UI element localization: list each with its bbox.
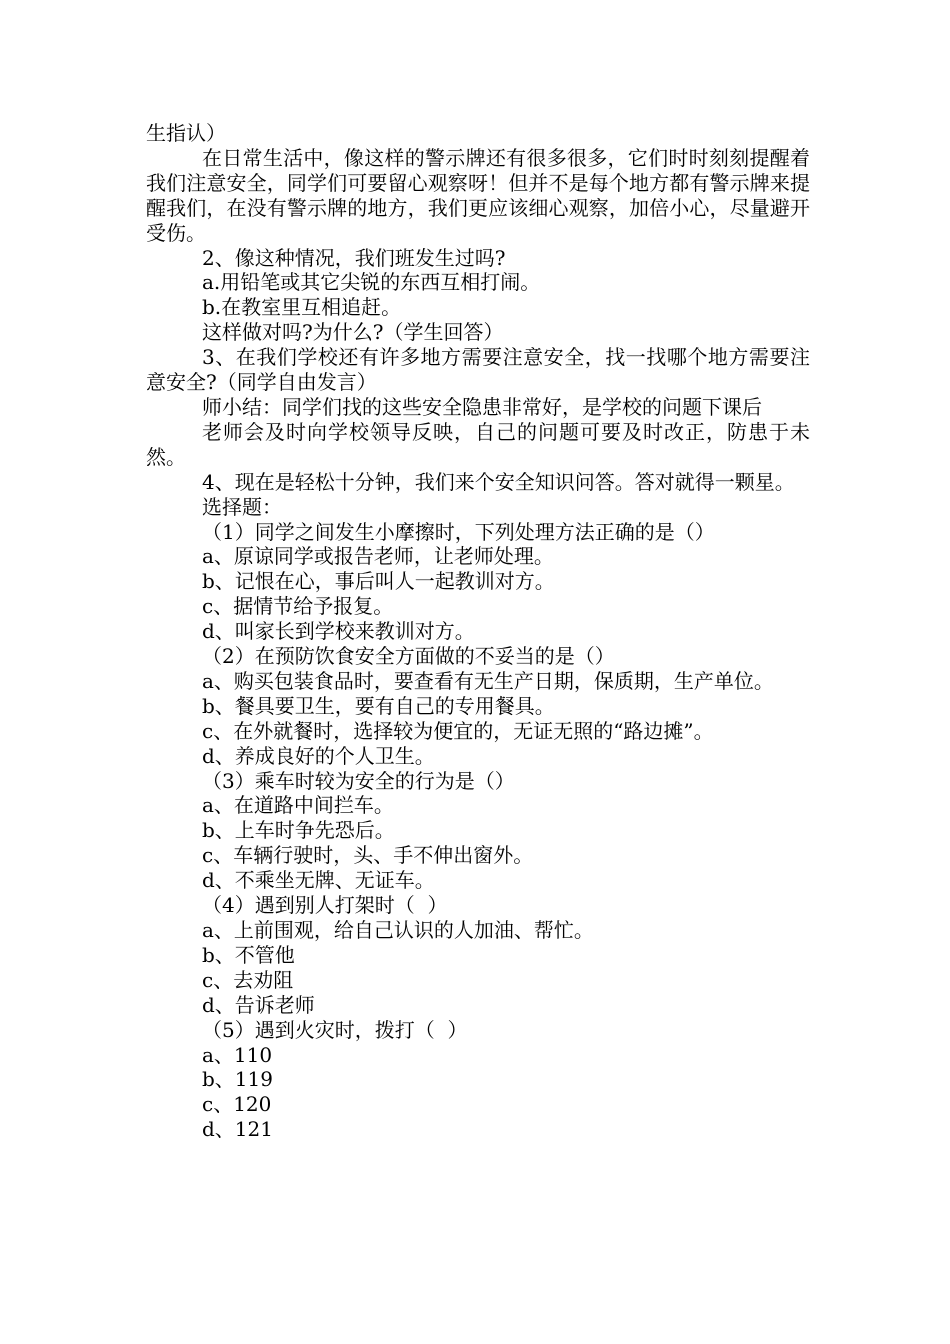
option-line: c、车辆行驶时，头、手不伸出窗外。 bbox=[202, 843, 534, 868]
option-line: c、120 bbox=[202, 1092, 272, 1117]
option-line: a、上前围观，给自己认识的人加油、帮忙。 bbox=[202, 918, 594, 942]
paragraph-line: 师小结：同学们找的这些安全隐患非常好，是学校的问题下课后 bbox=[202, 394, 762, 419]
question-line: （2）在预防饮食安全方面做的不妥当的是（） bbox=[202, 644, 615, 669]
option-line: b、记恨在心，事后叫人一起教训对方。 bbox=[202, 569, 555, 594]
paragraph-line: 选择题： bbox=[202, 494, 282, 519]
option-line: b、上车时争先恐后。 bbox=[202, 818, 395, 843]
option-line: a、原谅同学或报告老师，让老师处理。 bbox=[202, 544, 554, 569]
option-line: d、不乘坐无牌、无证车。 bbox=[202, 868, 435, 893]
paragraph-line: 生指认） bbox=[146, 121, 226, 145]
paragraph-line: 老师会及时向学校领导反映，自己的问题可要及时改正，防患于未然。 bbox=[146, 419, 810, 469]
document-body bbox=[146, 121, 810, 1142]
option-line: d、叫家长到学校来教训对方。 bbox=[202, 619, 475, 644]
question-line: （4）遇到别人打架时（ ） bbox=[202, 893, 448, 918]
option-line: d、121 bbox=[202, 1117, 273, 1142]
question-line: （3）乘车时较为安全的行为是（） bbox=[202, 768, 515, 793]
option-line: c、据情节给予报复。 bbox=[202, 594, 394, 619]
paragraph-line: 4、现在是轻松十分钟，我们来个安全知识问答。答对就得一颗星。 bbox=[202, 469, 795, 494]
paragraph-line: 3、在我们学校还有许多地方需要注意安全，找一找哪个地方需要注意安全?（同学自由发言） bbox=[146, 345, 810, 395]
option-line: c、在外就餐时，选择较为便宜的，无证无照的“路边摊”。 bbox=[202, 718, 714, 743]
question-line: （5）遇到火灾时，拨打（ ） bbox=[202, 1017, 468, 1042]
option-line: a、110 bbox=[202, 1042, 273, 1067]
option-line: a、购买包装食品时，要查看有无生产日期，保质期，生产单位。 bbox=[202, 668, 774, 693]
question-line: （1）同学之间发生小摩擦时，下列处理方法正确的是（） bbox=[202, 519, 715, 544]
option-line: d、告诉老师 bbox=[202, 992, 315, 1017]
option-line: b、不管他 bbox=[202, 942, 295, 967]
option-line: d、养成良好的个人卫生。 bbox=[202, 743, 435, 768]
paragraph-line: a.用铅笔或其它尖锐的东西互相打闹。 bbox=[202, 270, 541, 295]
paragraph-line: 这样做对吗?为什么?（学生回答） bbox=[202, 320, 504, 345]
paragraph-line: b.在教室里互相追赶。 bbox=[202, 295, 402, 320]
option-line: b、餐具要卫生，要有自己的专用餐具。 bbox=[202, 693, 555, 718]
option-line: b、119 bbox=[202, 1067, 273, 1092]
option-line: c、去劝阻 bbox=[202, 967, 294, 992]
option-line: a、在道路中间拦车。 bbox=[202, 793, 394, 818]
paragraph-line: 2、像这种情况，我们班发生过吗? bbox=[202, 245, 506, 270]
paragraph-line: 在日常生活中，像这样的警示牌还有很多很多，它们时时刻刻提醒着我们注意安全，同学们可要留心观察呀！但并不是每个地方都有警示牌来提醒我们，在没有警示牌的地方，我们更应该细心观察，加倍小心，尽量避开受伤。 bbox=[146, 145, 810, 245]
